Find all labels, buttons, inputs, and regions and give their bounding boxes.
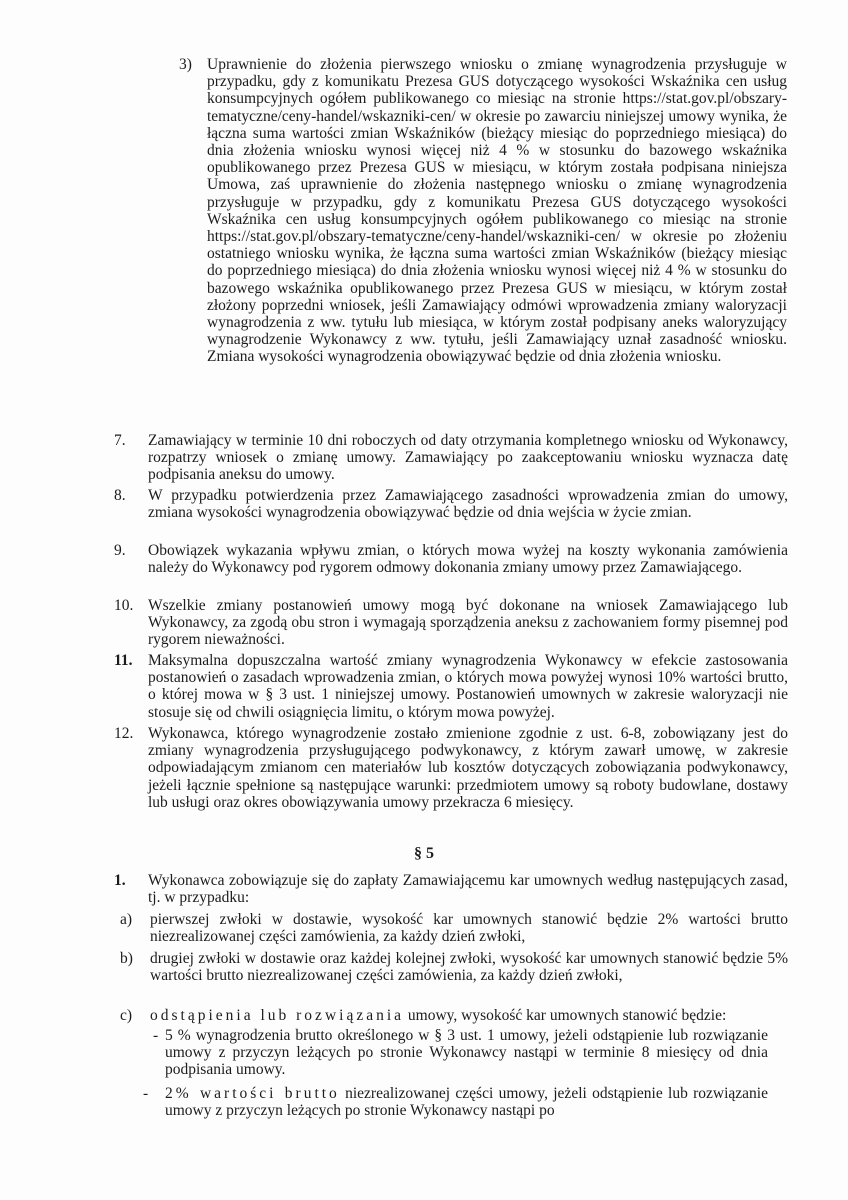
clause-text: W przypadku potwierdzenia przez Zamawiającego zasadności wprowadzenia zmian do umowy, zmiana wysokości wynagrodzenia obowiązywać będzie od dnia wejścia w życie zmian.	[148, 487, 788, 522]
clause-text: Wszelkie zmiany postanowień umowy mogą być dokonane na wniosek Zamawiającego lub Wykonawcy, za zgodą obu stron i wymagają sporządzenia aneksu z zachowaniem formy pisemnej pod rygorem nieważności.	[148, 597, 788, 649]
clause-item-8	[114, 487, 788, 522]
list-marker: 11.	[114, 652, 133, 669]
spaced-text: 2% wartości brutto	[165, 1085, 340, 1102]
clause-text-rest: umowy, wysokość kar umownych stanowić będzie:	[404, 1007, 727, 1024]
clause-text	[165, 1085, 768, 1119]
spaced-text: odstąpienia lub rozwiązania	[150, 1007, 405, 1024]
clause-text: pierwszej zwłoki w dostawie, wysokość kar umownych stanowić będzie 2% wartości brutto niezrealizowanej części zamówienia, za każdy dzień zwłoki,	[150, 911, 788, 946]
list-marker: b)	[120, 950, 133, 967]
list-marker: 12.	[114, 725, 134, 742]
section-heading: § 5	[414, 845, 434, 862]
clause-item-11	[114, 652, 788, 721]
section5-sub-c	[120, 1007, 788, 1024]
clause-text: Uprawnienie do złożenia pierwszego wniosku o zmianę wynagrodzenia przysługuje w przypadku, gdy z komunikatu Prezesa GUS dotyczącego wysokości Wskaźnika cen usług konsumpcyjnych ogółem publikowanego co miesiąc na stronie https://stat.gov.pl/obszary-tematyczne/ceny-handel/wskazniki-cen/ w okresie po zawarciu niniejszej umowy wynika, że łączna suma wartości zmian Wskaźników (bieżący miesiąc do poprzedniego miesiąca) do dnia złożenia wniosku wynosi więcej niż 4 % w stosunku do bazowego wskaźnika opublikowanego przez Prezesa GUS w miesiącu, w którym została podpisana niniejsza Umowa, zaś uprawnienie do złożenia następnego wniosku o zmianę wynagrodzenia przysługuje w przypadku, gdy z komunikatu Prezesa GUS dotyczącego wysokości Wskaźnika cen usług konsumpcyjnych ogółem publikowanego co miesiąc na stronie https://stat.gov.pl/obszary-tematyczne/ceny-handel/wskazniki-cen/ w okresie po złożeniu ostatniego wniosku wynika, że łączna suma wartości zmian Wskaźników (bieżący miesiąc do poprzedniego miesiąca) do dnia złożenia wniosku wynosi więcej niż 4 % w stosunku do bazowego wskaźnika opublikowanego przez Prezesa GUS w miesiącu, w którym został złożony poprzedni wniosek, jeśli Zamawiający odmówi wprowadzenia zmiany waloryzacji wynagrodzenia z ww. tytułu lub miesiąca, w którym został podpisany aneks waloryzujący wynagrodzenie Wykonawcy z ww. tytułu, jeśli Zamawiający uznał zasadność wniosku. Zmiana wysokości wynagrodzenia obowiązywać będzie od dnia złożenia wniosku.	[207, 56, 787, 366]
clause-item-12	[114, 725, 788, 811]
dash-marker: -	[153, 1027, 159, 1044]
clause-text: Zamawiający w terminie 10 dni roboczych od daty otrzymania kompletnego wniosku od Wykonawcy, rozpatrzy wniosek o zmianę umowy. Zamawiający po zaakceptowaniu wniosku wyznacza datę podpisania aneksu do umowy.	[148, 432, 788, 484]
clause-text: Maksymalna dopuszczalna wartość zmiany wynagrodzenia Wykonawcy w efekcie zastosowania postanowień o zasadach wprowadzenia zmian, o których mowa powyżej wynosi 10% wartości brutto, o której mowa w § 3 ust. 1 niniejszej umowy. Postanowień umownych w zakresie waloryzacji nie stosuje się od chwili osiągnięcia limitu, o którym mowa powyżej.	[148, 652, 788, 721]
section5-sub-a	[120, 911, 788, 946]
section5-item-1	[114, 872, 788, 907]
list-marker: 3)	[179, 56, 192, 73]
clause-item-10	[114, 597, 788, 649]
list-marker: 9.	[114, 542, 126, 559]
list-marker: 10.	[114, 597, 134, 614]
clause-text-rest: niezrealizowanej części umowy, jeżeli odstąpienie lub rozwiązanie umowy z przyczyn leżących po stronie Wykonawcy nastąpi po	[165, 1085, 768, 1120]
clause-item-3	[179, 56, 787, 366]
list-marker: c)	[120, 1007, 133, 1024]
clause-text: Wykonawca zobowiązuje się do zapłaty Zamawiającemu kar umownych według następujących zasad, tj. w przypadku:	[148, 872, 788, 907]
list-marker: 1.	[114, 872, 126, 889]
list-marker: 8.	[114, 487, 126, 504]
clause-item-7	[114, 432, 788, 484]
dash-marker: -	[143, 1085, 149, 1102]
clause-text: Obowiązek wykazania wpływu zmian, o których mowa wyżej na koszty wykonania zamówienia należy do Wykonawcy pod rygorem odmowy dokonania zmiany umowy przez Zamawiającego.	[148, 542, 788, 577]
section5-sub-b	[120, 950, 788, 985]
clause-text: Wykonawca, którego wynagrodzenie zostało zmienione zgodnie z ust. 6-8, zobowiązany jest do zmiany wynagrodzenia przysługującego podwykonawcy, z którym zawarł umowę, w zakresie odpowiadającym zmianom cen materiałów lub kosztów dotyczących zobowiązania podwykonawcy, jeżeli łącznie spełnione są następujące warunki: przedmiotem umowy są roboty budowlane, dostawy lub usługi oraz okres obowiązywania umowy przekracza 6 miesięcy.	[148, 725, 788, 811]
section5-dash-2	[143, 1085, 768, 1120]
list-marker: a)	[120, 911, 133, 928]
clause-item-9	[114, 542, 788, 577]
clause-text: drugiej zwłoki w dostawie oraz każdej kolejnej zwłoki, wysokość kar umownych stanowić będzie 5% wartości brutto niezrealizowanej części zamówienia, za każdy dzień zwłoki,	[150, 950, 788, 985]
list-marker: 7.	[114, 432, 126, 449]
section5-dash-1	[153, 1027, 768, 1079]
clause-text: 5 % wynagrodzenia brutto określonego w § 3 ust. 1 umowy, jeżeli odstąpienie lub rozwiązanie umowy z przyczyn leżących po stronie Wykonawcy nastąpi w terminie 8 miesięcy od dnia podpisania umowy.	[165, 1027, 768, 1079]
clause-text	[150, 1007, 788, 1024]
